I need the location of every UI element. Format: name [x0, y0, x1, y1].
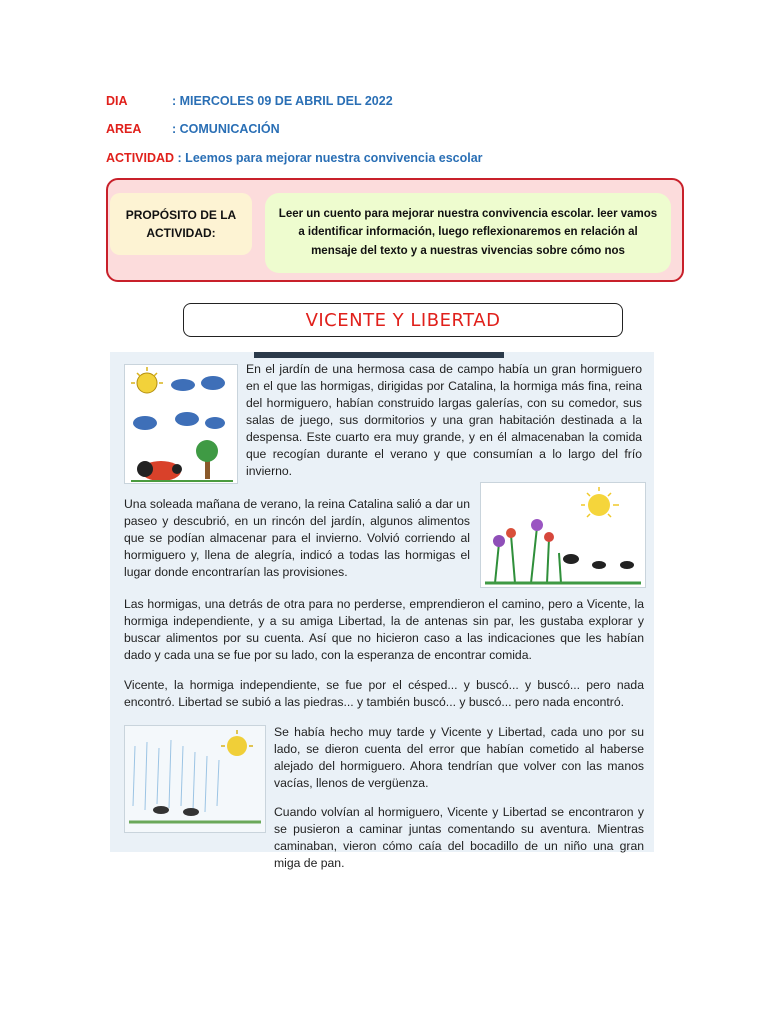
story-title: VICENTE Y LIBERTAD: [183, 303, 623, 337]
activity-line: [106, 151, 483, 165]
area-label: AREA: [106, 122, 142, 136]
story-paragraph-3: Las hormigas, una detrás de otra para no perderse, emprendieron el camino, pero a Vicente, la hormiga independiente, y a su amiga Libertad, la de antenas sin par, les gustaba explorar y buscar alimentos por su cuenta. Así que no hicieron caso a las indicaciones que les habían dado y cada una se fue por su lado, con la esperanza de encontrar comida.: [124, 597, 644, 662]
activity-label: ACTIVIDAD: [106, 151, 175, 165]
area-line: [106, 122, 280, 136]
purpose-label-text: PROPÓSITO DE LA ACTIVIDAD:: [125, 208, 237, 240]
illustration-flowers-sun: [480, 482, 646, 588]
area-value: : COMUNICACIÓN: [172, 122, 280, 136]
illustration-rain-ants: [124, 725, 266, 833]
story-paragraph-4: Vicente, la hormiga independiente, se fue por el césped... y buscó... y buscó... pero nada encontró. Libertad se subió a las piedras... y también buscó... y buscó... pero nada encontró.: [124, 678, 644, 709]
story-paragraph-2: Una soleada mañana de verano, la reina Catalina salió a dar un paseo y descubrió, en un rincón del jardín, algunos alimentos que se podían almacenar para el invierno. Volvió corriendo al hormiguero y, llena de alegría, indicó a todas las hormigas el lugar donde encontrarían las provisiones.: [124, 497, 470, 579]
date-value: : MIERCOLES 09 DE ABRIL DEL 2022: [172, 94, 393, 108]
purpose-text: Leer un cuento para mejorar nuestra convivencia escolar. leer vamos a identificar información, luego reflexionaremos en relación al mensaje del texto y a nuestras vivencias sobre cómo nos: [265, 193, 671, 273]
date-line: [106, 94, 393, 108]
drawing-sun-clouds-tree: [125, 365, 237, 483]
story-paragraph-5: Se había hecho muy tarde y Vicente y Libertad, cada uno por su lado, se dieron cuenta del error que habían cometido al haberse alejado del hormiguero. Ahora tendrían que volver con las manos vacías, llenos de vergüenza.: [274, 725, 644, 790]
viewer-toolbar: [254, 352, 504, 358]
story-paragraph-6: Cuando volvían al hormiguero, Vicente y Libertad se encontraron y se pusieron a caminar juntas comentando su aventura. Mientras caminaban, vieron cómo caía del bocadillo de un niño una gran miga de pan.: [274, 805, 644, 870]
purpose-label: [110, 193, 252, 255]
date-label: DIA: [106, 94, 128, 108]
story-page: [110, 352, 654, 870]
drawing-rain-sun-ants: [125, 726, 265, 832]
story-paragraph-1: En el jardín de una hermosa casa de campo había un gran hormiguero en el que las hormigas, dirigidas por Catalina, la hormiga más fina, reina del hormiguero, habían construido largas galerías, con su comedor, sus salas de juego, sus dormitorios y una gran habitación destinada a la despensa. Este cuarto era muy grande, y en él almacenaban la comida que recogían durante el verano y que consumían a lo largo del frío invierno.: [246, 362, 642, 478]
activity-value: : Leemos para mejorar nuestra convivencia escolar: [177, 151, 483, 165]
illustration-ants-garden: [124, 364, 238, 484]
drawing-flowers-sun-ants: [481, 483, 645, 587]
